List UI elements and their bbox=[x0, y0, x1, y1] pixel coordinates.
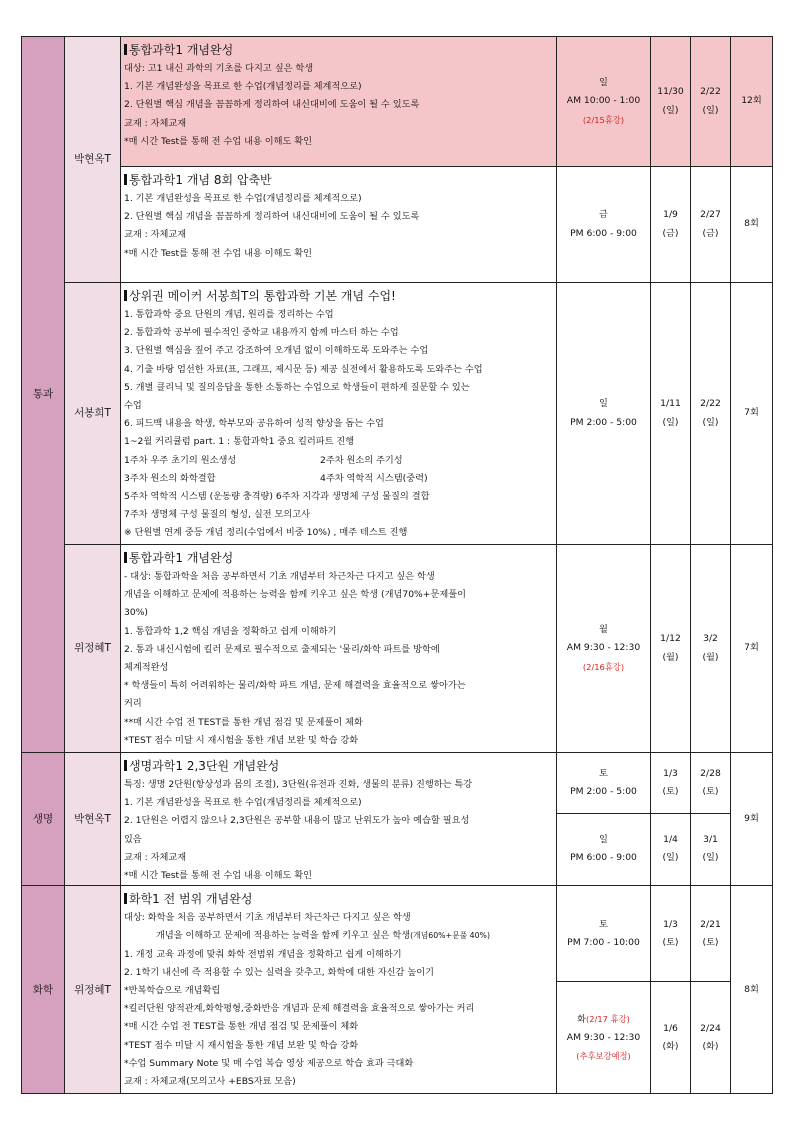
session-count: 9회 bbox=[731, 753, 773, 886]
course-row bbox=[22, 37, 773, 167]
subject-cell: 화학 bbox=[22, 886, 65, 1094]
course-title: 생명과학1 2,3단원 개념완성 bbox=[124, 756, 554, 776]
subject-cell: 통과 bbox=[22, 37, 65, 753]
course-title: 통합과학1 개념완성 bbox=[124, 548, 554, 568]
subject-cell: 생명 bbox=[22, 753, 65, 886]
schedule-time: 월 AM 9:30 - 12:30 (2/16휴강) bbox=[557, 545, 651, 753]
end-date: 2/24 (화) bbox=[691, 982, 731, 1094]
start-date: 1/11 (일) bbox=[651, 283, 691, 545]
session-count: 8회 bbox=[731, 886, 773, 1094]
start-date: 1/9 (금) bbox=[651, 167, 691, 283]
course-title: 화학1 전 범위 개념완성 bbox=[124, 889, 554, 909]
session-count: 7회 bbox=[731, 283, 773, 545]
schedule-time: 일 PM 6:00 - 9:00 bbox=[557, 813, 651, 886]
end-date: 2/22 (일) bbox=[691, 37, 731, 167]
session-count: 12회 bbox=[731, 37, 773, 167]
course-row bbox=[22, 545, 773, 753]
end-date: 2/21 (토) bbox=[691, 886, 731, 982]
start-date: 1/12 (월) bbox=[651, 545, 691, 753]
course-description: 통합과학1 개념 8회 압축반 1. 기본 개념완성을 목표로 한 수업(개념정리를 체계적으로) 2. 단원별 핵심 개념을 꼼꼼하게 정리하여 내신대비에 도움이 될 수 있도록 교재 : 자체교재 *매 시간 Test를 통해 전 수업 내용 이해도 확인 bbox=[121, 167, 557, 283]
course-title: 통합과학1 개념 8회 압축반 bbox=[124, 170, 554, 190]
course-row bbox=[22, 753, 773, 814]
schedule-time: 토 PM 2:00 - 5:00 bbox=[557, 753, 651, 814]
teacher-cell: 위정혜T bbox=[65, 886, 121, 1094]
course-title: 상위권 메이커 서봉희T의 통합과학 기본 개념 수업! bbox=[124, 286, 554, 306]
course-row bbox=[22, 283, 773, 545]
start-date: 1/4 (일) bbox=[651, 813, 691, 886]
start-date: 11/30 (일) bbox=[651, 37, 691, 167]
teacher-cell: 서봉희T bbox=[65, 283, 121, 545]
teacher-cell: 박현옥T bbox=[65, 753, 121, 886]
course-row bbox=[22, 167, 773, 283]
teacher-cell: 위정혜T bbox=[65, 545, 121, 753]
course-description: 화학1 전 범위 개념완성 대상: 화학을 처음 공부하면서 기초 개념부터 차근차근 다지고 싶은 학생 개념을 이해하고 문제에 적용하는 능력을 함께 키우고 싶은 학생(개념60%+문풀 40%) 1. 개정 교육 과정에 맞춰 화학 전범위 개념을 정확하고 쉽게 이해하기 2. 1학기 내신에 즉 적용할 수 있는 실력을 갖추고, 화학에 대한 자신감 높이기 *반복학습으로 개념확립 *킬러단원 양적관계,화학평형,중화반응 개념과 문제 해결력을 효율적으로 쌓아가는 커리 *매 시간 수업 전 TEST를 통한 개념 점검 및 문제풀이 체화 *TEST 점수 미달 시 재시험을 통한 개념 보완 및 학습 강화 *수업 Summary Note 및 매 수업 복습 영상 제공으로 학습 효과 극대화 교재 : 자체교재(모의고사 +EBS자료 모음) bbox=[121, 886, 557, 1094]
start-date: 1/6 (화) bbox=[651, 982, 691, 1094]
teacher-cell: 박현옥T bbox=[65, 37, 121, 283]
end-date: 2/28 (토) bbox=[691, 753, 731, 814]
end-date: 2/22 (일) bbox=[691, 283, 731, 545]
schedule-time: 토 PM 7:00 - 10:00 bbox=[557, 886, 651, 982]
course-description: 생명과학1 2,3단원 개념완성 특징: 생명 2단원(항상성과 몸의 조절), 3단원(유전과 진화, 생물의 분류) 진행하는 특강 1. 기본 개념완성을 목표로 한 수업(개념정리를 체계적으로) 2. 1단원은 어렵지 않으나 2,3단원은 공부할 내용이 많고 난위도가 높아 예습할 필요성 있음 교재 : 자체교재 *매 시간 Test를 통해 전 수업 내용 이해도 확인 bbox=[121, 753, 557, 886]
start-date: 1/3 (토) bbox=[651, 753, 691, 814]
course-title: 통합과학1 개념완성 bbox=[124, 40, 554, 60]
schedule-time: 화(2/17 휴강) AM 9:30 - 12:30 (추후보강예정) bbox=[557, 982, 651, 1094]
course-description: 통합과학1 개념완성 대상: 고1 내신 과학의 기초를 다지고 싶은 학생 1. 기본 개념완성을 목표로 한 수업(개념정리를 체계적으로) 2. 단원별 핵심 개념을 꼼꼼하게 정리하여 내신대비에 도움이 될 수 있도록 교재 : 자체교재 *매 시간 Test를 통해 전 수업 내용 이해도 확인 bbox=[121, 37, 557, 167]
session-count: 8회 bbox=[731, 167, 773, 283]
course-row bbox=[22, 886, 773, 982]
start-date: 1/3 (토) bbox=[651, 886, 691, 982]
schedule-time: 일 AM 10:00 - 1:00 (2/15휴강) bbox=[557, 37, 651, 167]
course-description: 상위권 메이커 서봉희T의 통합과학 기본 개념 수업! 1. 통합과학 중요 단원의 개념, 원리를 정리하는 수업 2. 통합과학 공부에 필수적인 중학교 내용까지 함께 마스터 하는 수업 3. 단원별 핵심을 짚어 주고 강조하여 오개념 없이 이해하도록 도와주는 수업 4. 기출 바탕 엄선한 자료(표, 그래프, 제시문 등) 제공 실전에서 활용하도록 도와주는 수업 5. 개별 클리닉 및 질의응답을 통한 소통하는 수업으로 학생들이 편하게 질문할 수 있는 수업 6. 피드백 내용을 학생, 학부모와 공유하여 성적 향상을 돕는 수업 1~2월 커리큘럼 part. 1 : 통합과학1 중요 킬러파트 진행 1주차 우주 초기의 원소생성 2주차 원소의 주기성 3주차 원소의 화학결합 4주차 역학적 시스템(중력) 5주차 역학적 시스템 (운동량 충격량) 6주차 지각과 생명체 구성 물질의 결합 7주차 생명체 구성 물질의 형성, 실전 모의고사 ※ 단원별 연계 중등 개념 정리(수업에서 비중 10%) , 매주 테스트 진행 bbox=[121, 283, 557, 545]
schedule-time: 금 PM 6:00 - 9:00 bbox=[557, 167, 651, 283]
end-date: 2/27 (금) bbox=[691, 167, 731, 283]
course-description: 통합과학1 개념완성 - 대상: 통합과학을 처음 공부하면서 기초 개념부터 차근차근 다지고 싶은 학생 개념을 이해하고 문제에 적용하는 능력을 함께 키우고 싶은 학생 (개념70%+문제풀이 30%) 1. 통합과학 1,2 핵심 개념을 정확하고 쉽게 이해하기 2. 통과 내신시험에 킬러 문제로 필수적으로 출제되는 '물리/화학 파트를 방학에 체계적완성 * 학생들이 특히 어려워하는 물리/화학 파트 개념, 문제 해결력을 효율적으로 쌓아가는 커리 **매 시간 수업 전 TEST를 통한 개념 점검 및 문제풀이 체화 *TEST 점수 미달 시 재시험을 통한 개념 보완 및 학습 강화 bbox=[121, 545, 557, 753]
schedule-time: 일 PM 2:00 - 5:00 bbox=[557, 283, 651, 545]
session-count: 7회 bbox=[731, 545, 773, 753]
end-date: 3/1 (일) bbox=[691, 813, 731, 886]
end-date: 3/2 (월) bbox=[691, 545, 731, 753]
schedule-table bbox=[21, 36, 773, 1094]
